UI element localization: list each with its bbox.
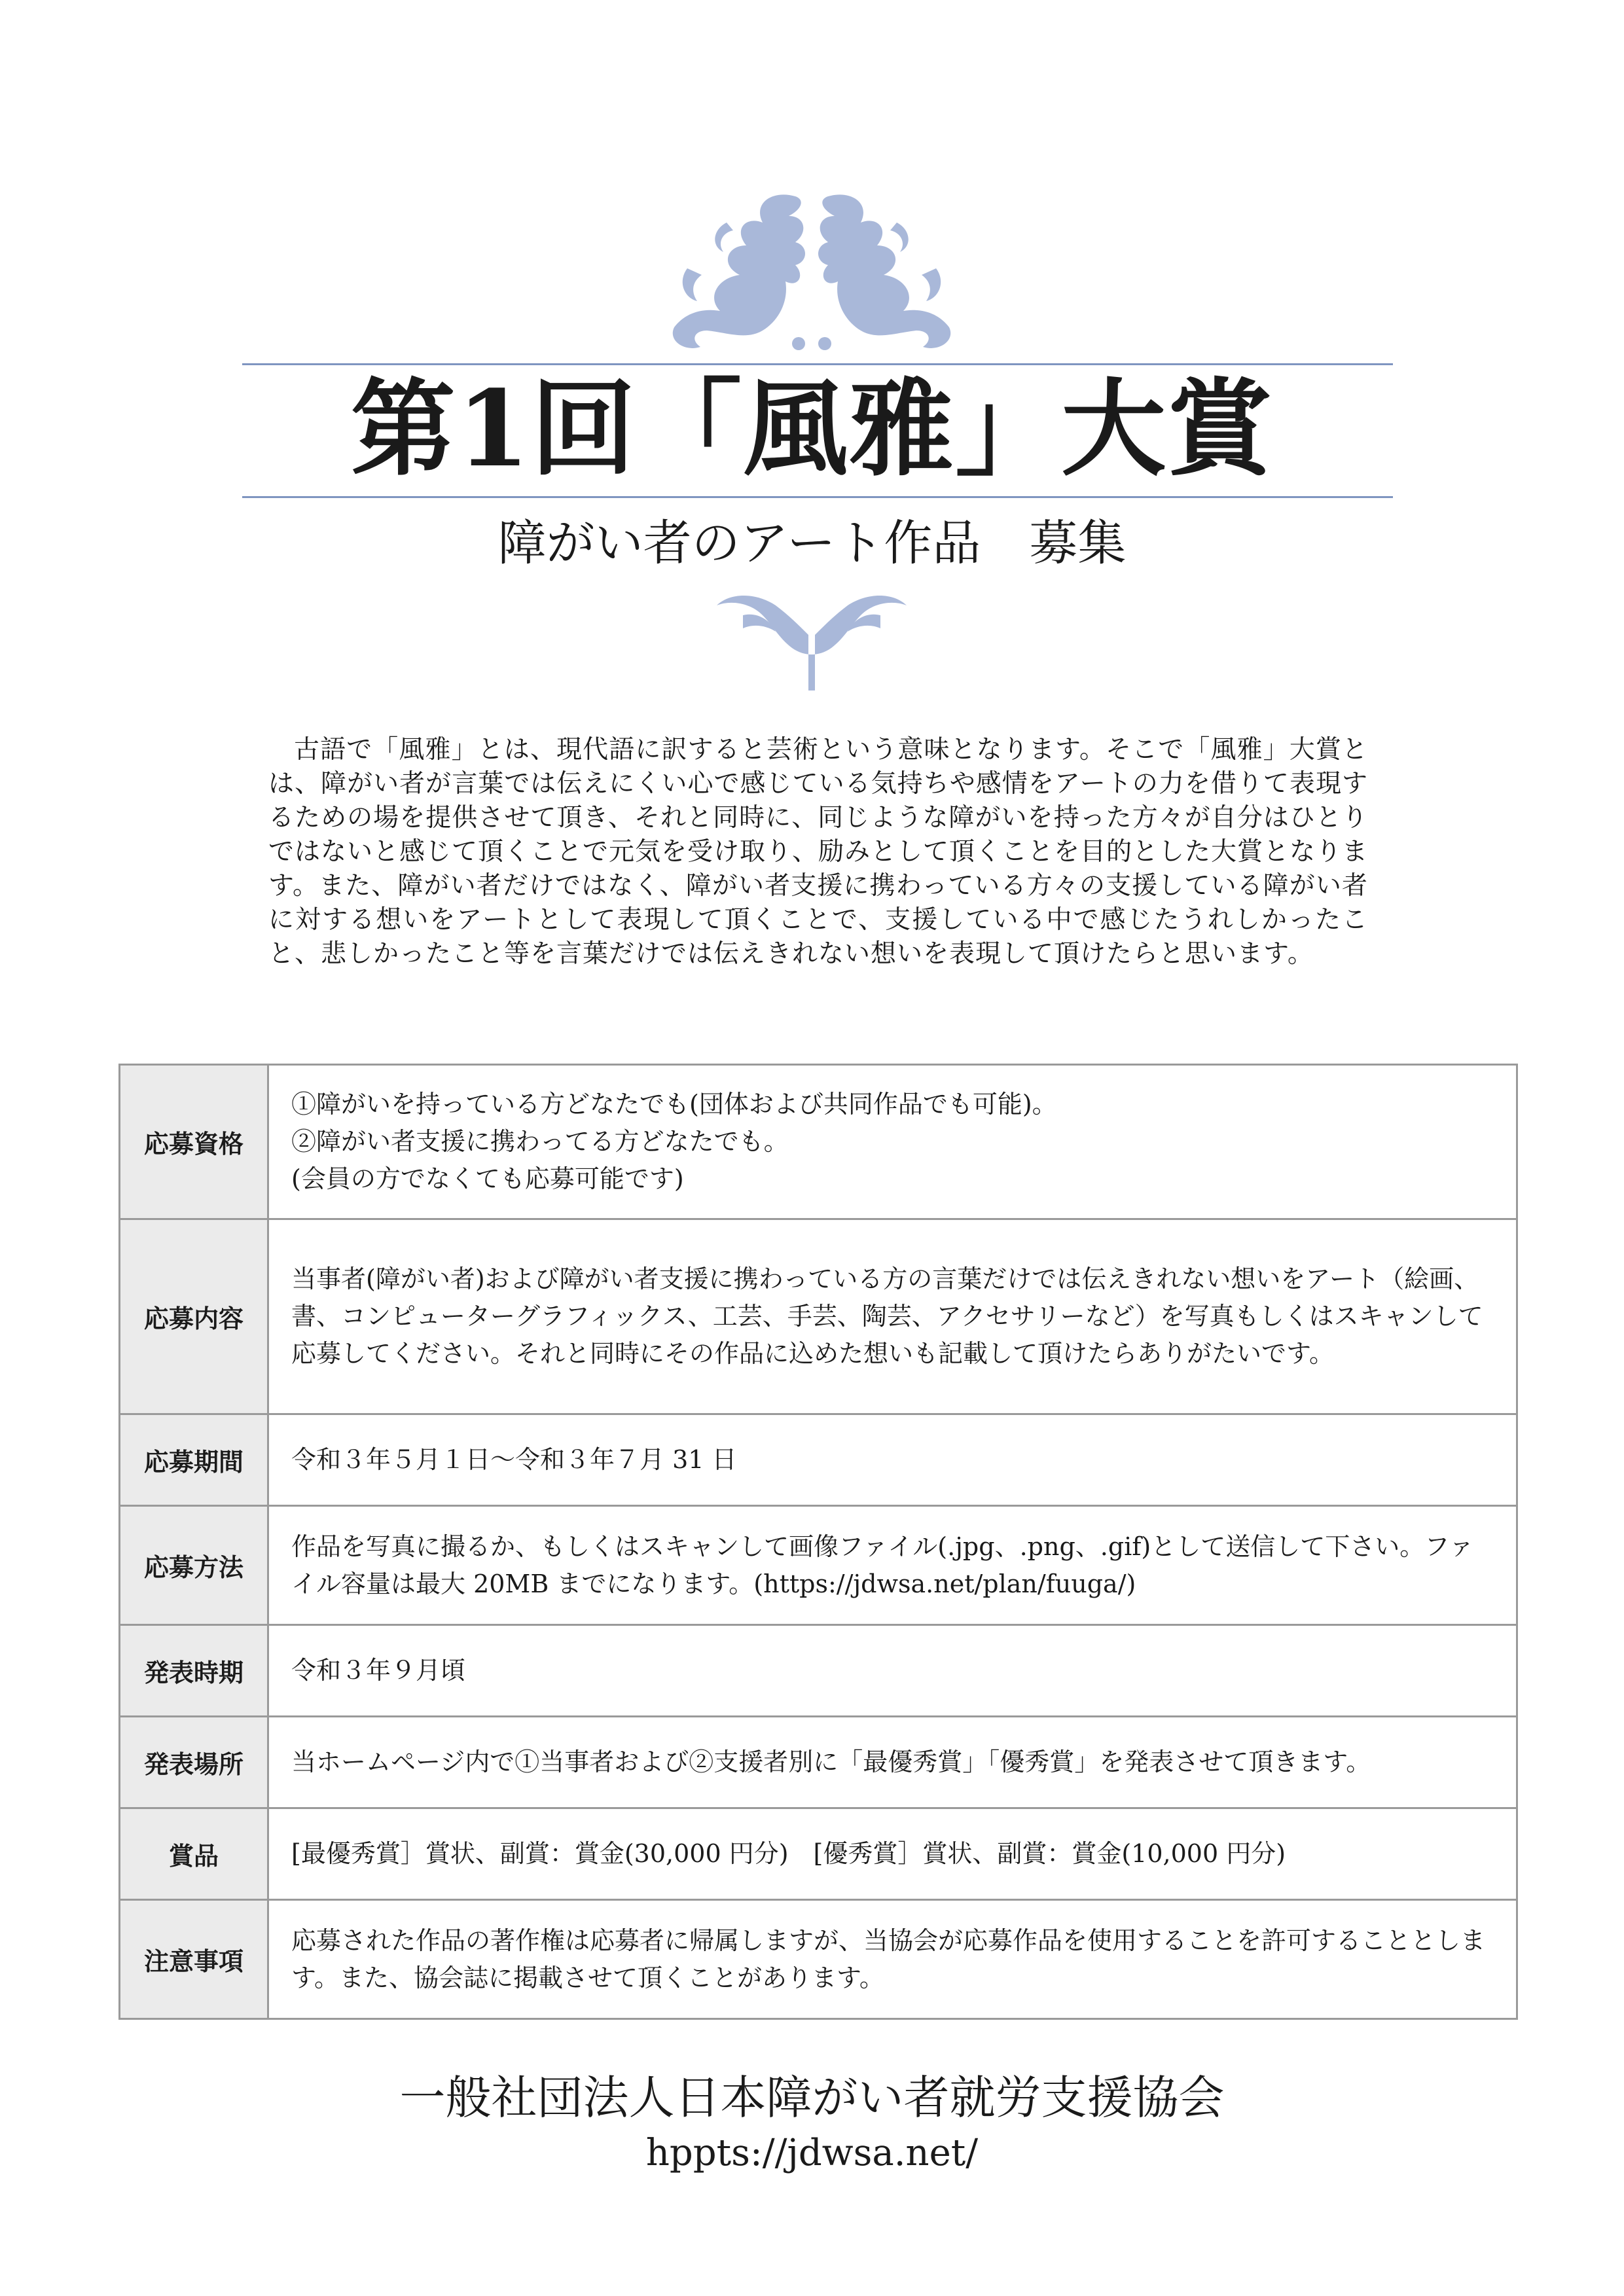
row-value xyxy=(268,1219,1517,1414)
footer-organization: 一般社団法人日本障がい者就労支援協会 xyxy=(399,2071,1225,2125)
row-label: 応募方法 xyxy=(120,1506,268,1625)
intro-paragraph: 古語で「風雅」とは、現代語に訳すると芸術という意味となります。そこで「風雅」大賞とは、障がい者が言葉では伝えにくい心で感じている気持ちや感情をアートの力を借りて表現するための場を提供させて頂き、それと同時に、同じような障がいを持った方々が自分はひとりではないと感じて頂くことで元気を受け取り、励みとして頂くことを目的とした大賞となります。また、障がい者だけではなく、障がい者支援に携わっている方々の支援している障がい者に対する想いをアートとして表現して頂くことで、支援している中で感じたうれしかったこと、悲しかったこと等を言葉だけでは伝えきれない想いを表現して頂けたらと思います。 xyxy=(268,735,1369,969)
row-label: 発表時期 xyxy=(120,1625,268,1717)
row-label: 応募内容 xyxy=(120,1219,268,1414)
row-value-line: (会員の方でなくても応募可能です) xyxy=(291,1164,684,1193)
page-subtitle: 障がい者のアート作品 募集 xyxy=(497,515,1127,571)
info-table xyxy=(118,1064,1518,2020)
info-row xyxy=(120,1625,1517,1717)
row-value-line: 当事者(障がい者)および障がい者支援に携わっている方の言葉だけでは伝えきれない想いをアート（絵画、書、コンピューターグラフィックス、工芸、手芸、陶芸、アクセサリーなど）を写真もしくはスキャンして応募してください。それと同時にその作品に込めた想いも記載して頂けたらありがたいです。 xyxy=(291,1265,1483,1368)
row-value xyxy=(268,1506,1517,1625)
row-label: 注意事項 xyxy=(120,1900,268,2019)
row-value-line: ②障がい者支援に携わってる方どなたでも。 xyxy=(291,1127,789,1156)
row-value xyxy=(268,1717,1517,1808)
info-row xyxy=(120,1808,1517,1900)
row-value-line: 作品を写真に撮るか、もしくはスキャンして画像ファイル(.jpg、.png、.gif)として送信して下さい。ファイル容量は最大 20MB までになります。(https://jdwsa.net/plan/fuuga/) xyxy=(291,1532,1474,1598)
row-value-line: 当ホームページ内で①当事者および②支援者別に「最優秀賞」「優秀賞」を発表させて頂きます。 xyxy=(291,1748,1371,1776)
row-value xyxy=(268,1900,1517,2019)
row-value-line: [最優秀賞］賞状、副賞：賞金(30,000 円分) [優秀賞］賞状、副賞：賞金(10,000 円分) xyxy=(291,1839,1286,1868)
info-row xyxy=(120,1065,1517,1219)
row-label: 発表場所 xyxy=(120,1717,268,1808)
info-row xyxy=(120,1900,1517,2019)
info-row xyxy=(120,1506,1517,1625)
row-value-line: 令和３年５月１日〜令和３年７月 31 日 xyxy=(291,1445,737,1474)
row-label: 賞品 xyxy=(120,1808,268,1900)
fleur-ornament-icon xyxy=(717,586,907,691)
floral-ornament-icon xyxy=(648,183,975,353)
info-row xyxy=(120,1219,1517,1414)
footer-url[interactable]: hppts://jdwsa.net/ xyxy=(645,2132,979,2174)
row-value xyxy=(268,1414,1517,1506)
row-label: 応募期間 xyxy=(120,1414,268,1506)
title-top-rule xyxy=(242,363,1393,365)
info-row xyxy=(120,1717,1517,1808)
row-value-line: 応募された作品の著作権は応募者に帰属しますが、当協会が応募作品を使用することを許可することとします。また、協会誌に掲載させて頂くことがあります。 xyxy=(291,1926,1486,1992)
row-value-line: ①障がいを持っている方どなたでも(団体および共同作品でも可能)。 xyxy=(291,1090,1057,1119)
row-value-line: 令和３年９月頃 xyxy=(291,1656,466,1685)
info-row xyxy=(120,1414,1517,1506)
page-title: 第1回「風雅」大賞 xyxy=(350,367,1274,490)
row-label: 応募資格 xyxy=(120,1065,268,1219)
row-value xyxy=(268,1065,1517,1219)
row-value xyxy=(268,1625,1517,1717)
title-bottom-rule xyxy=(242,496,1393,498)
row-value xyxy=(268,1808,1517,1900)
